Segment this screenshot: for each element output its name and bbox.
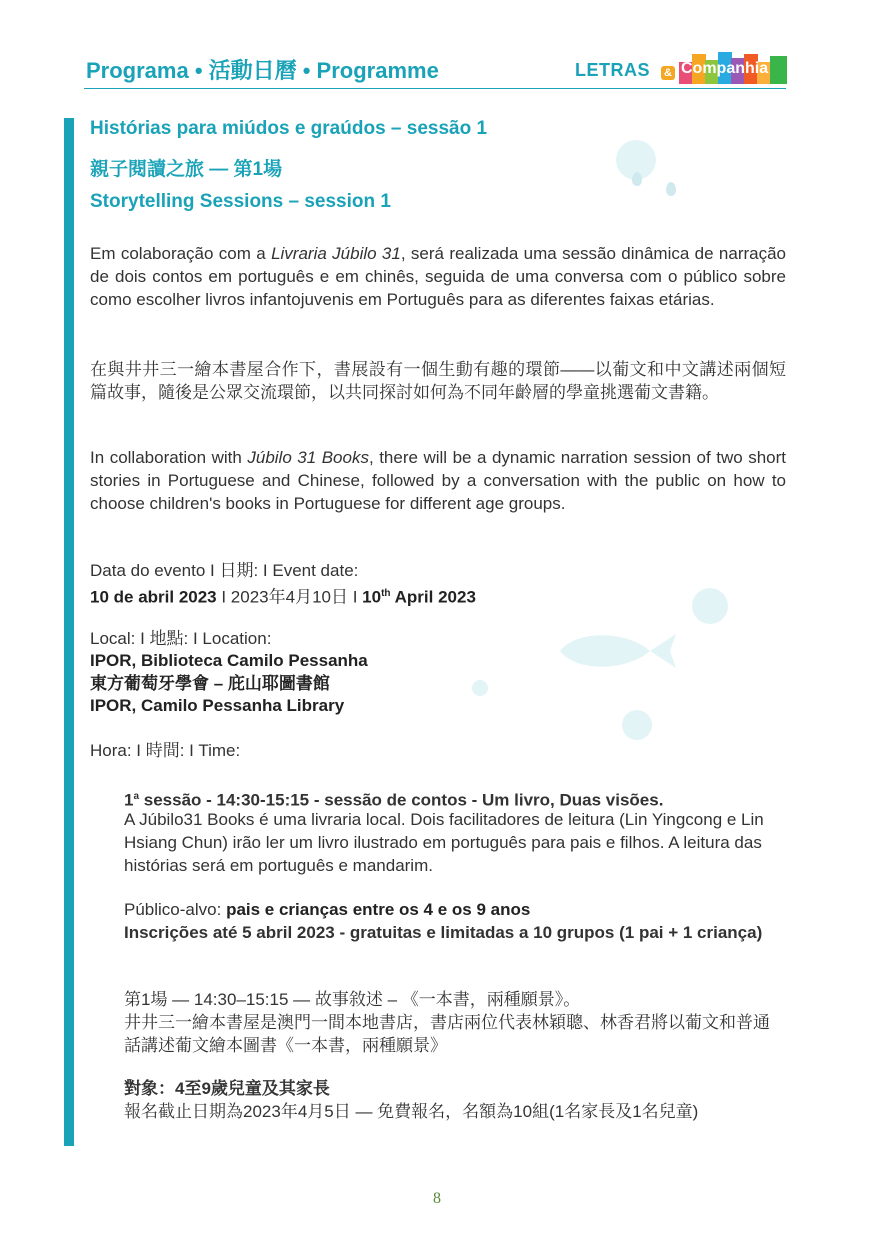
bookshop-name-en: Júbilo 31 Books <box>247 448 369 467</box>
header-title: Programa • 活動日曆 • Programme <box>86 58 439 83</box>
event-date-value: 10 de abril 2023 I 2023年4月10日 I 10th April 2023 <box>90 587 476 607</box>
logo-word-companhia: Companhia <box>681 60 769 77</box>
session-body-zh: 井井三一繪本書屋是澳門一間本地書店，書店兩位代表林穎聰、林香君將以葡文和普通話講述葡文繪本圖書《一本書，兩種願景》 <box>124 1013 770 1055</box>
session-title-en: Storytelling Sessions – session 1 <box>90 191 391 212</box>
location-line-pt: IPOR, Biblioteca Camilo Pessanha <box>90 651 368 670</box>
description-pt: Em colaboração com a Livraria Júbilo 31, será realizada uma sessão dinâmica de narração de dois contos em português e em chinês, seguida de uma conversa com o público sobre como escolher livros infantojuvenis em Português para as diferentes faixas etárias. <box>90 244 787 309</box>
session-body-pt: A Júbilo31 Books é uma livraria local. Dois facilitadores de leitura (Lin Yingcong e Lin Hsiang Chun) irão ler um livro ilustrado em português para pais e filhos. A leitura das histórias será em português e mandarim. <box>124 810 764 875</box>
audience-pt: Público-alvo: pais e crianças entre os 4 e os 9 anos <box>124 900 531 919</box>
session-title-pt: Histórias para miúdos e graúdos – sessão 1 <box>90 118 488 139</box>
logo-ampersand: & <box>661 66 675 80</box>
accent-side-bar <box>64 118 74 1146</box>
header-rule <box>84 88 786 89</box>
decorative-fish-icon <box>556 628 680 674</box>
event-date-label: Data do evento I 日期: I Event date: <box>90 561 359 580</box>
decorative-bubble <box>692 588 728 624</box>
location-line-en: IPOR, Camilo Pessanha Library <box>90 696 345 715</box>
audience-zh: 對象：4至9歲兒童及其家長 <box>124 1079 330 1098</box>
decorative-bubble <box>622 710 652 740</box>
decorative-drop <box>666 182 676 196</box>
bookshop-name-pt: Livraria Júbilo 31 <box>271 244 401 263</box>
letras-companhia-logo <box>575 50 787 86</box>
registration-zh: 報名截止日期為2023年4月5日 — 免費報名，名額為10組(1名家長及1名兒童) <box>124 1102 699 1121</box>
session-title-zh: 親子閱讀之旅 — 第1場 <box>90 159 283 180</box>
logo-word-letras: LETRAS <box>575 60 650 80</box>
page-number: 8 <box>433 1190 441 1207</box>
location-line-zh: 東方葡萄牙學會 – 庇山耶圖書館 <box>90 674 330 693</box>
location-label: Local: I 地點: I Location: <box>90 629 272 648</box>
decorative-bubble <box>472 680 488 696</box>
decorative-drop <box>632 172 642 186</box>
description-zh: 在與井井三一繪本書屋合作下，書展設有一個生動有趣的環節——以葡文和中文講述兩個短篇故事，隨後是公眾交流環節，以共同探討如何為不同年齡層的學童挑選葡文書籍。 <box>90 360 786 402</box>
session-heading-zh: 第1場 — 14:30–15:15 — 故事敘述 – 《一本書，兩種願景》。 <box>124 990 581 1009</box>
registration-pt: Inscrições até 5 abril 2023 - gratuitas e limitadas a 10 grupos (1 pai + 1 criança) <box>124 923 763 942</box>
description-en: In collaboration with Júbilo 31 Books, there will be a dynamic narration session of two short stories in Portuguese and Chinese, followed by a conversation with the public on how to choose children's books in Portuguese for different age groups. <box>90 448 787 513</box>
time-label: Hora: I 時間: I Time: <box>90 741 241 760</box>
session-heading-pt: 1$^a$ sessão - 14:30-15:15 - sessão de contos - Um livro, Duas visões. <box>124 790 664 810</box>
